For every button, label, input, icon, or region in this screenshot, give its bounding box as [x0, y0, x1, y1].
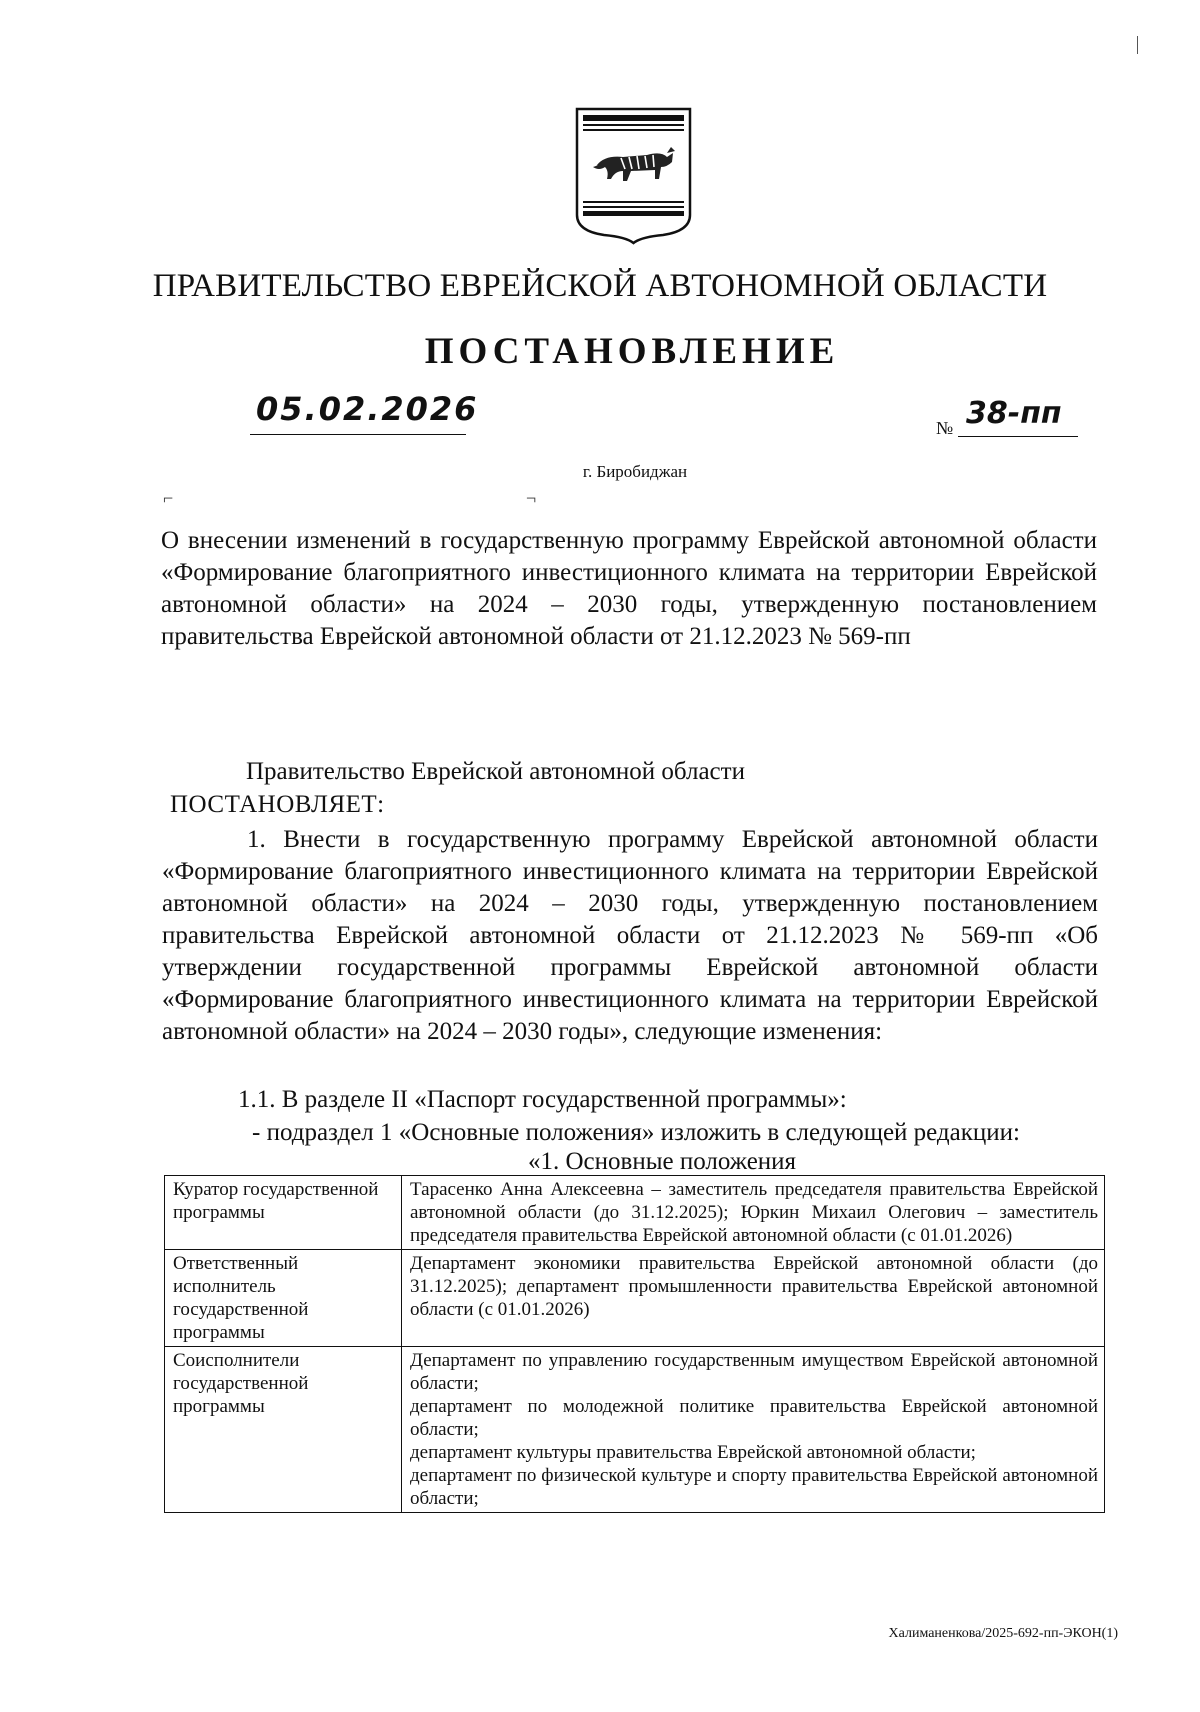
row-label: Соисполнители государственной программы — [165, 1347, 402, 1513]
row-value-list — [402, 1347, 1105, 1513]
preamble: Правительство Еврейской автономной области — [246, 758, 745, 785]
co-executor-item: департамент по молодежной политике правительства Еврейской автономной области; — [410, 1396, 1098, 1440]
document-number: 38-пп — [958, 396, 1078, 437]
paragraph-1: 1. Внести в государственную программу Еврейской автономной области «Формирование благоприятного инвестиционного климата на территории Еврейской автономной области» на 2024 – 2030 годы, утвержденную постановлением правительства Еврейской автономной области от 21.12.2023 № 569-пп «Об утверждении государственной программы Еврейской автономной области «Формирование благоприятного инвестиционного климата на территории Еврейской автономной области» на 2024 – 2030 годы», следующие изменения: — [162, 826, 1098, 1045]
row-label: Куратор государственной программы — [165, 1176, 402, 1250]
corner-mark-right: ¬ — [526, 488, 537, 508]
co-executor-item: департамент по физической культуре и спорту правительства Еврейской автономной области; — [410, 1465, 1098, 1509]
scan-edge-mark — [1137, 36, 1138, 54]
coat-of-arms-emblem — [575, 107, 692, 245]
number-label: № — [936, 418, 954, 438]
row-value: Департамент экономики правительства Еврейской автономной области (до 31.12.2025); департамент промышленности правительства Еврейской автономной области (с 01.01.2026) — [402, 1250, 1105, 1347]
document-type-heading: ПОСТАНОВЛЕНИЕ — [424, 331, 840, 372]
program-passport-table — [164, 1175, 1105, 1513]
government-title: ПРАВИТЕЛЬСТВО ЕВРЕЙСКОЙ АВТОНОМНОЙ ОБЛАСТИ — [152, 268, 1048, 304]
table-row — [165, 1176, 1105, 1250]
footer-reference: Халиманенкова/2025-692-пп-ЭКОН(1) — [888, 1626, 1118, 1641]
co-executor-item: департамент культуры правительства Еврейской автономной области; — [410, 1442, 976, 1463]
decree-word: ПОСТАНОВЛЯЕТ: — [170, 791, 385, 818]
table-heading: «1. Основные положения — [528, 1148, 797, 1175]
corner-mark-left: ⌐ — [163, 488, 174, 508]
subparagraph-1-1: 1.1. В разделе II «Паспорт государственной программы»: — [238, 1086, 847, 1113]
city-line: г. Биробиджан — [582, 462, 688, 481]
co-executor-item: Департамент по управлению государственным имуществом Еврейской автономной области; — [410, 1350, 1098, 1394]
row-label: Ответственный исполнитель государственной программы — [165, 1250, 402, 1347]
subparagraph-1-1-item: - подраздел 1 «Основные положения» изложить в следующей редакции: — [252, 1119, 1020, 1146]
document-subject: О внесении изменений в государственную программу Еврейской автономной области «Формирование благоприятного инвестиционного климата на территории Еврейской автономной области» на 2024 – 2030 годы, утвержденную постановлением правительства Еврейской автономной области от 21.12.2023 № 569-пп — [161, 527, 1097, 650]
table-row — [165, 1347, 1105, 1513]
row-value: Тарасенко Анна Алексеевна – заместитель председателя правительства Еврейской автономной области (до 31.12.2025); Юркин Михаил Олегович – заместитель председателя правительства Еврейской автономной области (с 01.01.2026) — [402, 1176, 1105, 1250]
document-date: 05.02.2026 — [250, 390, 466, 435]
table-row — [165, 1250, 1105, 1347]
